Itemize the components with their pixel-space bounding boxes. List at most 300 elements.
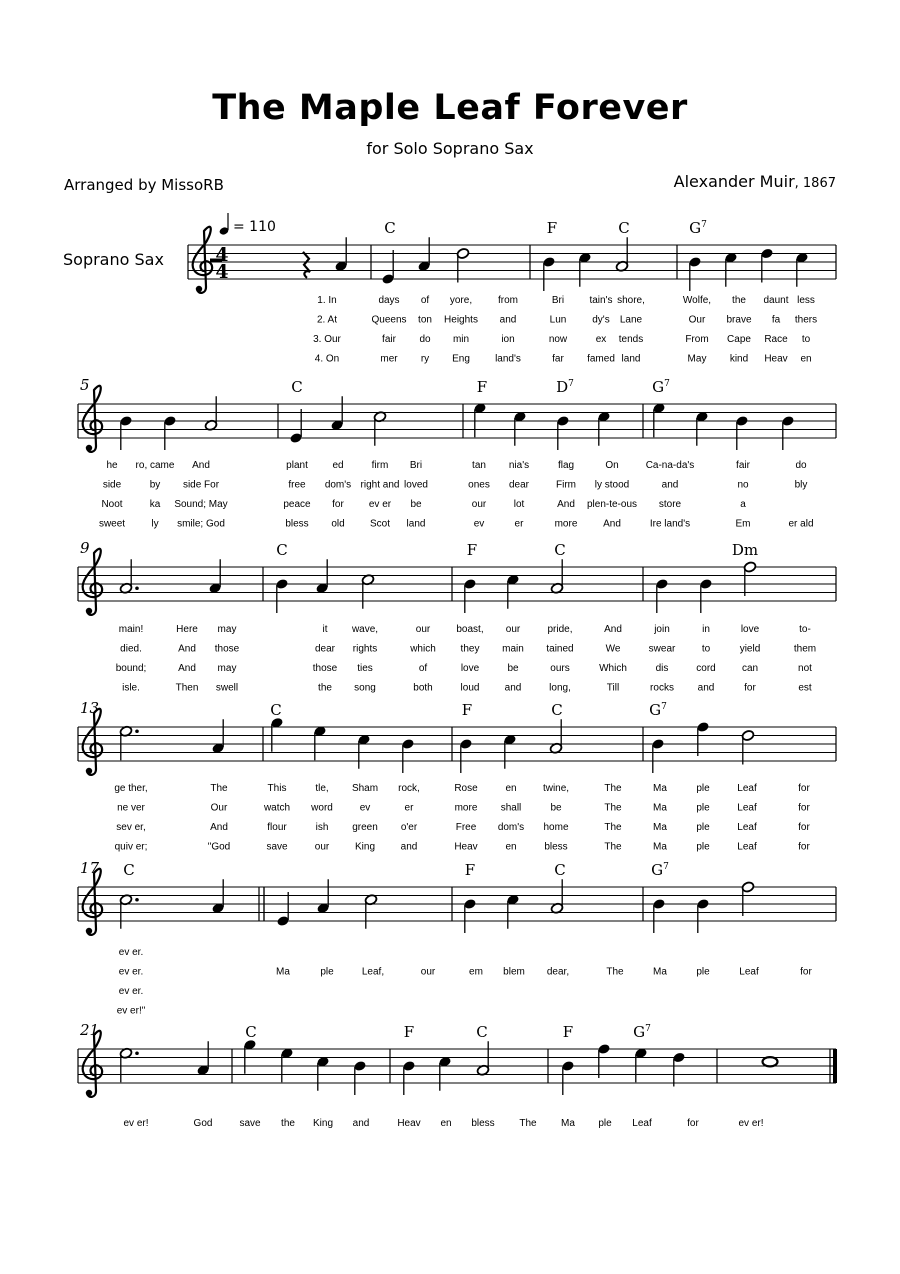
lyric-syllable: Lane	[619, 314, 643, 326]
lyric-syllable: from	[498, 295, 518, 306]
lyric-syllable: rights	[352, 643, 378, 655]
note	[163, 415, 177, 450]
lyric-syllable: more	[554, 518, 578, 530]
note	[597, 1043, 611, 1078]
lyric-syllable: yield	[739, 643, 761, 655]
note	[506, 894, 520, 929]
lyric-syllable: Leaf	[737, 783, 757, 794]
lyric-syllable: And	[210, 822, 228, 833]
lyric-syllable: long,	[549, 682, 571, 694]
lyric-syllable: and	[661, 479, 679, 491]
lyric-syllable: ry	[420, 353, 430, 365]
lyric-syllable: quiv er;	[114, 841, 148, 853]
lyric-syllable: ours	[550, 663, 570, 674]
lyric-syllable: en	[440, 1118, 452, 1129]
lyric-syllable: The	[604, 841, 622, 853]
lyric-syllable: song	[354, 682, 376, 694]
note	[243, 1039, 257, 1074]
lyric-syllable: which	[410, 643, 436, 655]
lyric-syllable: for	[798, 783, 810, 794]
lyric-syllable: ev	[473, 518, 485, 530]
lyric-syllable: ro, came	[135, 460, 175, 471]
lyric-syllable: 4. On	[314, 353, 340, 365]
lyric-syllable: Leaf	[737, 802, 757, 814]
clef-dot	[86, 928, 92, 934]
lyric-syllable: old	[331, 518, 345, 530]
note	[438, 1056, 452, 1091]
measure-number: 9	[80, 539, 90, 557]
lyric-syllable: Scot	[369, 518, 391, 530]
clef-dot	[86, 768, 92, 774]
lyric-syllable: Bri	[551, 295, 565, 306]
measure-number: 5	[80, 376, 90, 394]
lyric-syllable: no	[737, 479, 749, 491]
lyric-syllable: those	[312, 663, 338, 674]
lyric-syllable: side For	[182, 479, 220, 491]
lyric-syllable: Heav	[764, 353, 788, 365]
lyric-syllable: Firm	[556, 479, 576, 491]
lyric-syllable: Race	[764, 334, 788, 345]
chord-symbol: F	[403, 1023, 415, 1041]
lyric-syllable: min	[452, 334, 470, 345]
note	[353, 1060, 367, 1095]
lyric-syllable: King	[312, 1118, 334, 1129]
lyric-syllable: Ma	[561, 1118, 575, 1129]
note	[476, 1041, 490, 1076]
lyric-syllable: The	[519, 1118, 537, 1129]
time-signature	[215, 244, 228, 283]
lyric-syllable: to	[701, 643, 711, 655]
lyric-syllable: er	[404, 802, 414, 814]
lyric-syllable: to-	[799, 624, 811, 635]
lyric-syllable: Ma	[653, 802, 667, 814]
lyric-syllable: do	[419, 334, 431, 345]
dot	[135, 898, 139, 902]
lyric-syllable: The	[210, 783, 228, 794]
lyric-syllable: Leaf,	[361, 966, 385, 978]
lyric-syllable: ev er	[368, 499, 392, 510]
lyric-syllable: Bri	[409, 460, 423, 471]
lyric-syllable: a	[740, 499, 746, 510]
time-sig-top: 4	[215, 244, 229, 266]
lyric-syllable: swell	[215, 682, 239, 694]
lyric-syllable: Our	[210, 802, 228, 814]
lyric-syllable: Ca-na-da's	[645, 460, 695, 471]
note	[550, 879, 564, 914]
lyric-syllable: thers	[794, 314, 818, 326]
note	[211, 879, 225, 914]
staff-system	[78, 887, 836, 921]
lyric-syllable: bless	[285, 518, 309, 530]
lyric-syllable: sev er,	[116, 822, 146, 833]
treble-clef	[83, 709, 103, 775]
lyric-syllable: may	[217, 663, 237, 674]
lyric-syllable: ones	[468, 479, 490, 491]
lyric-syllable: more	[454, 802, 478, 814]
lyric-syllable: And	[604, 624, 622, 635]
lyric-syllable: Sham	[351, 783, 379, 794]
lyric-syllable: ge ther,	[114, 783, 148, 794]
lyric-syllable: Which	[599, 663, 627, 674]
treble-clef	[83, 549, 103, 615]
lyric-syllable: Ma	[653, 783, 667, 794]
lyric-syllable: em	[469, 966, 483, 978]
page-title: The Maple Leaf Forever	[212, 88, 688, 128]
lyric-syllable: tain's	[589, 295, 613, 306]
lyric-syllable: ple	[598, 1118, 612, 1129]
lyric-syllable: and	[499, 314, 517, 326]
lyric-syllable: main	[502, 643, 524, 655]
lyric-syllable: 1. In	[317, 295, 337, 306]
lyric-syllable: join	[654, 624, 670, 635]
lyric-syllable: ev er!	[738, 1118, 764, 1129]
lyric-syllable: King	[354, 841, 376, 853]
lyric-syllable: ion	[501, 334, 515, 345]
note	[381, 250, 395, 285]
note	[735, 415, 749, 450]
lyric-syllable: rocks	[650, 682, 674, 694]
note	[334, 237, 348, 272]
note	[401, 738, 415, 773]
lyric-syllable: ev	[359, 802, 371, 814]
note	[211, 719, 225, 754]
lyric-syllable: Ma	[653, 822, 667, 833]
chord-symbol: C	[291, 378, 303, 396]
lyric-syllable: firm	[371, 460, 389, 471]
lyric-syllable: flour	[267, 822, 287, 833]
note	[741, 881, 755, 916]
note	[741, 730, 755, 765]
lyric-syllable: bless	[544, 841, 568, 853]
note	[651, 738, 665, 773]
lyric-syllable: isle.	[122, 682, 140, 694]
lyric-syllable: main!	[118, 624, 144, 635]
lyric-syllable: And	[192, 460, 210, 471]
lyric-syllable: Ire land's	[649, 518, 691, 530]
chord-symbol: C	[123, 861, 135, 879]
lyric-syllable: ple	[696, 783, 710, 794]
lyric-syllable: May	[687, 353, 707, 365]
chord-symbol: C	[554, 541, 566, 559]
lyric-syllable: est	[798, 682, 812, 694]
lyric-syllable: Heav	[454, 841, 478, 853]
lyric-syllable: far	[552, 353, 564, 365]
staff-system	[78, 727, 836, 761]
lyric-syllable: o'er	[400, 822, 418, 833]
lyric-syllable: Ma	[276, 966, 290, 978]
lyric-syllable: days	[378, 295, 400, 306]
lyric-syllable: land	[621, 353, 641, 365]
clef-stroke	[83, 869, 103, 935]
lyric-syllable: love	[460, 663, 480, 674]
note	[696, 898, 710, 933]
lyric-syllable: cord	[696, 663, 716, 674]
chord-symbol: C	[618, 219, 630, 237]
lyric-syllable: Till	[606, 682, 620, 694]
lyric-syllable: it	[322, 624, 328, 635]
lyric-syllable: And	[178, 643, 196, 655]
lyric-syllable: And	[178, 663, 196, 674]
lyric-syllable: less	[797, 295, 815, 306]
note	[724, 252, 738, 287]
note	[402, 1060, 416, 1095]
note	[652, 898, 666, 933]
lyric-syllable: ev er!"	[116, 1005, 146, 1017]
lyric-syllable: green	[352, 822, 378, 833]
lyric-syllable: 3. Our	[313, 334, 341, 345]
lyric-syllable: ly stood	[594, 479, 630, 491]
lyric-syllable: our	[471, 499, 487, 510]
lyric-syllable: fair	[736, 460, 750, 471]
lyric-syllable: watch	[263, 802, 291, 814]
lyric-syllable: dom's	[324, 479, 352, 491]
note	[316, 1056, 330, 1091]
subtitle: for Solo Soprano Sax	[366, 139, 534, 158]
lyric-syllable: home	[543, 822, 569, 833]
chord-symbol: C	[554, 861, 566, 879]
note	[699, 578, 713, 613]
lyric-syllable: be	[550, 802, 562, 814]
tempo-value: = 110	[233, 219, 276, 235]
lyric-syllable: land's	[495, 353, 521, 365]
lyric-syllable: fa	[771, 314, 781, 326]
measure-number: 17	[80, 859, 100, 877]
lyric-syllable: be	[410, 499, 422, 510]
note	[743, 561, 757, 596]
note	[364, 894, 378, 929]
lyric-syllable: ties	[357, 663, 373, 674]
clef-dot	[86, 608, 92, 614]
note	[578, 252, 592, 287]
lyric-syllable: and	[352, 1118, 370, 1129]
lyric-syllable: ev er.	[118, 947, 144, 958]
staff-system	[188, 245, 836, 279]
note	[315, 559, 329, 594]
note	[795, 252, 809, 287]
lyric-syllable: dear	[314, 643, 336, 655]
note	[459, 738, 473, 773]
note	[313, 725, 327, 760]
lyric-syllable: er ald	[788, 518, 814, 530]
lyric-syllable: Leaf	[737, 822, 757, 833]
note	[655, 578, 669, 613]
chord-symbol: F	[476, 378, 488, 396]
lyric-syllable: do	[795, 460, 807, 471]
lyric-syllable: ne ver	[117, 802, 145, 814]
chord-symbol: $G^7$	[633, 1023, 651, 1041]
lyric-syllable: en	[505, 783, 517, 794]
lyric-syllable: And	[603, 518, 621, 530]
note	[119, 894, 139, 929]
chord-symbol: $D^7$	[556, 378, 574, 396]
lyric-syllable: right and	[360, 479, 400, 491]
lyric-syllable: Leaf	[737, 841, 757, 853]
lyric-syllable: Queens	[371, 314, 407, 326]
chord-symbol: C	[270, 701, 282, 719]
lyric-syllable: for	[332, 499, 344, 510]
lyric-syllable: en	[505, 841, 517, 853]
lyric-syllable: store	[658, 499, 682, 510]
lyric-syllable: plant	[286, 460, 308, 471]
lyric-syllable: dy's	[592, 314, 610, 326]
lyric-syllable: tan	[472, 460, 486, 471]
lyric-syllable: We	[605, 643, 621, 655]
note	[615, 237, 629, 272]
lyric-syllable: Free	[455, 822, 477, 833]
lyric-syllable: Wolfe,	[682, 295, 712, 306]
chord-symbol: C	[276, 541, 288, 559]
chord-symbol: C	[476, 1023, 488, 1041]
lyric-syllable: er	[514, 518, 524, 530]
lyric-syllable: dear	[508, 479, 530, 491]
note	[119, 1047, 139, 1082]
lyric-syllable: both	[413, 682, 433, 694]
arranger-credit: Arranged by MissoRB	[64, 176, 224, 194]
lyric-syllable: loud	[460, 682, 480, 694]
lyric-syllable: tle,	[315, 783, 329, 794]
note	[781, 415, 795, 450]
note	[208, 559, 222, 594]
staff-system	[78, 404, 836, 438]
note	[549, 719, 563, 754]
lyric-syllable: died.	[120, 643, 142, 655]
lyric-syllable: From	[685, 334, 709, 345]
note	[373, 411, 387, 446]
lyric-syllable: mer	[380, 353, 398, 365]
quarter-rest	[303, 252, 310, 278]
lyric-syllable: our	[415, 624, 431, 635]
note	[763, 1057, 778, 1066]
lyric-syllable: our	[314, 841, 330, 853]
lyric-syllable: rock,	[398, 783, 420, 794]
note	[597, 411, 611, 446]
lyric-syllable: blem	[503, 966, 525, 978]
note	[473, 402, 487, 437]
chord-symbol: C	[551, 701, 563, 719]
lyric-syllable: tends	[618, 334, 644, 345]
note	[561, 1060, 575, 1095]
chord-symbol: $G^7$	[649, 701, 667, 719]
lyric-syllable: dis	[655, 663, 669, 674]
lyric-syllable: to	[801, 334, 811, 345]
note	[760, 248, 774, 283]
lyric-syllable: for	[744, 682, 756, 694]
note	[275, 578, 289, 613]
lyric-syllable: 2. At	[316, 314, 338, 326]
note	[357, 734, 371, 769]
lyric-syllable: This	[267, 783, 287, 794]
measure-number: 13	[80, 699, 100, 717]
lyric-syllable: Ma	[653, 841, 667, 853]
chord-symbol: $G^7$	[651, 861, 669, 879]
lyric-syllable: for	[798, 841, 810, 853]
lyric-syllable: he	[106, 460, 118, 471]
lyric-syllable: yore,	[449, 295, 473, 306]
note	[696, 721, 710, 756]
chord-symbol: $G^7$	[689, 219, 707, 237]
composer-year: , 1867	[794, 176, 836, 191]
lyric-syllable: ple	[696, 966, 710, 978]
lyric-syllable: them	[793, 643, 817, 655]
lyric-syllable: Here	[176, 624, 198, 635]
lyric-syllable: those	[214, 643, 240, 655]
lyric-syllable: The	[604, 822, 622, 833]
note	[506, 574, 520, 609]
lyric-syllable: ly	[151, 518, 159, 530]
note	[688, 256, 702, 291]
lyric-syllable: flag	[557, 460, 575, 471]
lyric-syllable: not	[798, 663, 812, 674]
lyric-syllable: dom's	[497, 822, 525, 833]
lyric-syllable: Eng	[452, 353, 470, 365]
clef-stroke	[83, 709, 103, 775]
lyric-syllable: the	[318, 682, 332, 694]
lyric-syllable: brave	[726, 314, 752, 326]
note	[695, 411, 709, 446]
lyric-syllable: for	[798, 802, 810, 814]
lyric-syllable: ple	[696, 802, 710, 814]
lyric-syllable: "God	[207, 841, 231, 853]
lyric-syllable: now	[548, 334, 568, 345]
chord-symbol: F	[546, 219, 558, 237]
lyric-syllable: shore,	[617, 295, 645, 306]
chord-symbol: Dm	[731, 541, 759, 559]
chord-symbol: F	[466, 541, 478, 559]
note	[119, 725, 139, 760]
lyric-syllable: ev er.	[118, 966, 144, 978]
lyric-syllable: Ma	[653, 966, 667, 978]
treble-clef	[83, 1031, 103, 1097]
note	[280, 1047, 294, 1082]
lyric-syllable: wave,	[351, 624, 379, 635]
note	[289, 409, 303, 444]
lyric-syllable: swear	[648, 643, 676, 655]
lyric-syllable: Noot	[101, 499, 123, 510]
staff-system	[78, 567, 836, 601]
lyric-syllable: peace	[283, 499, 311, 510]
lyric-syllable: our	[505, 624, 521, 635]
composer-name: Alexander Muir	[673, 172, 795, 191]
note	[456, 248, 470, 283]
note	[672, 1052, 686, 1087]
instrument-label: Soprano Sax	[63, 250, 164, 269]
lyric-syllable: loved	[404, 479, 428, 491]
lyric-syllable: lot	[513, 499, 525, 510]
clef-stroke	[193, 227, 213, 293]
lyric-syllable: Leaf	[632, 1118, 652, 1129]
note	[303, 252, 310, 278]
lyric-syllable: Rose	[454, 783, 478, 794]
lyric-syllable: for	[800, 966, 812, 978]
dot	[135, 729, 139, 733]
note	[513, 411, 527, 446]
chord-symbol: $G^7$	[652, 378, 670, 396]
note	[634, 1047, 648, 1082]
treble-clef	[83, 386, 103, 452]
lyric-syllable: ev er!	[123, 1118, 149, 1129]
note	[330, 396, 344, 431]
lyric-syllable: dear,	[546, 966, 570, 978]
tempo-marking	[219, 213, 276, 236]
lyric-syllable: fair	[382, 334, 396, 345]
lyric-syllable: And	[557, 499, 575, 510]
lyric-syllable: ton	[418, 314, 432, 326]
lyric-syllable: sweet	[98, 518, 126, 530]
lyric-syllable: nia's	[508, 460, 530, 471]
clef-stroke	[83, 386, 103, 452]
time-sig-bottom: 4	[215, 261, 229, 283]
lyric-syllable: smile; God	[177, 518, 225, 530]
